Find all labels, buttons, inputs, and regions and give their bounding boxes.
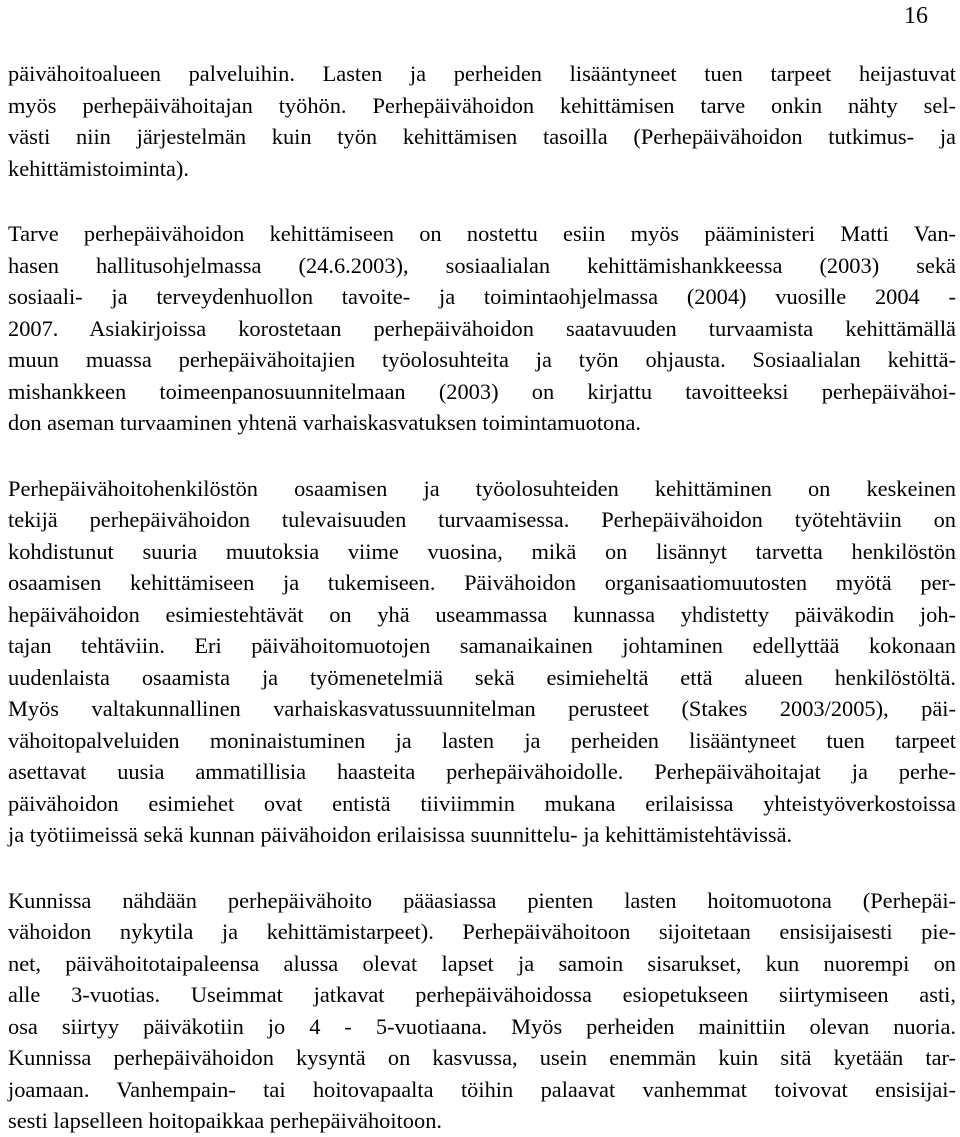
paragraph-line: tekijä perhepäivähoidon tulevaisuuden turvaamisessa. Perhepäivähoidon työtehtäviin on [8,507,956,532]
paragraph [8,58,956,184]
paragraph-line: myös perhepäivähoitajan työhön. Perhepäivähoidon kehittämisen tarve onkin nähty sel- [8,92,956,118]
paragraph [8,473,956,851]
paragraph-line: vähoitopalveluiden moninaistuminen ja lasten ja perheiden lisääntyneet tuen tarpeet [8,727,956,753]
paragraph-line: Myös valtakunnallinen varhaiskasvatussuunnitelman perusteet (Stakes 2003/2005), päi- [8,696,956,721]
paragraph-line: sesti lapselleen hoitopaikkaa perhepäivähoitoon. [8,1108,442,1133]
paragraph-line: hasen hallitusohjelmassa (24.6.2003), sosiaalialan kehittämishankkeessa (2003) sekä [8,252,956,278]
paragraph-line: Perhepäivähoitohenkilöstön osaamisen ja työolosuhteiden kehittäminen on keskeinen [8,475,956,501]
paragraph-line: alle 3-vuotias. Useimmat jatkavat perhepäivähoidossa esiopetukseen siirtymiseen asti, [8,982,956,1007]
paragraph [8,218,956,439]
paragraph-line: asettavat uusia ammatillisia haasteita perhepäivähoidolle. Perhepäivähoitajat ja perhe- [8,759,956,784]
paragraph-line: Kunnissa perhepäivähoidon kysyntä on kasvussa, usein enemmän kuin sitä kyetään tar- [8,1045,956,1070]
paragraph-gap [8,439,956,473]
paragraph-line: net, päivähoitotaipaleensa alussa olevat lapset ja samoin sisarukset, kun nuorempi on [8,950,956,976]
paragraph-line: ja työtiimeissä sekä kunnan päivähoidon erilaisissa suunnittelu- ja kehittämistehtävissä. [8,822,793,847]
paragraph-line: hepäivähoidon esimiestehtävät on yhä useammassa kunnassa yhdistetty päiväkodin joh- [8,601,956,627]
paragraph-line: Kunnissa nähdään perhepäivähoito pääasiassa pienten lasten hoitomuotona (Perhepäi- [8,887,956,913]
paragraph-line: kohdistunut suuria muutoksia viime vuosina, mikä on lisännyt tarvetta henkilöstön [8,538,956,564]
paragraph-line: vähoidon nykytila ja kehittämistarpeet). Perhepäivähoitoon sijoitetaan ensisijaisesti pie- [8,919,956,944]
paragraph-line: sosiaali- ja terveydenhuollon tavoite- ja toimintaohjelmassa (2004) vuosille 2004 - [8,284,956,309]
paragraph-line: kehittämistoiminta). [8,155,189,181]
paragraph-line: 2007. Asiakirjoissa korostetaan perhepäivähoidon saatavuuden turvaamista kehittämällä [8,315,956,341]
paragraph-line: päivähoidon esimiehet ovat entistä tiiviimmin mukana erilaisissa yhteistyöverkostoissa [8,790,956,816]
paragraph-line: osa siirtyy päiväkotiin jo 4 - 5-vuotiaana. Myös perheiden mainittiin olevan nuoria. [8,1013,956,1039]
paragraph-gap [8,851,956,885]
paragraph-line: osaamisen kehittämiseen ja tukemiseen. Päivähoidon organisaatiomuutosten myötä per- [8,570,956,595]
paragraph-line: joamaan. Vanhempain- tai hoitovapaalta töihin palaavat vanhemmat toivovat ensisijai- [8,1076,956,1102]
paragraph-line: västi niin järjestelmän kuin työn kehittämisen tasoilla (Perhepäivähoidon tutkimus- ja [8,124,956,149]
paragraph-line: mishankkeen toimeenpanosuunnitelmaan (2003) on kirjattu tavoitteeksi perhepäivähoi- [8,378,956,404]
paragraph-line: uudenlaista osaamista ja työmenetelmiä sekä esimieheltä että alueen henkilöstöltä. [8,664,956,690]
paragraph-line: päivähoitoalueen palveluihin. Lasten ja perheiden lisääntyneet tuen tarpeet heijastuvat [8,61,956,86]
page-number: 16 [904,3,928,29]
paragraph-line: tajan tehtäviin. Eri päivähoitomuotojen samanaikainen johtaminen edellyttää kokonaan [8,633,956,658]
paragraph-line: don aseman turvaaminen yhtenä varhaiskasvatuksen toimintamuotona. [8,410,641,435]
paragraph-gap [8,184,956,218]
document-body [8,58,956,1137]
paragraph-line: muun muassa perhepäivähoitajien työolosuhteita ja työn ohjausta. Sosiaalialan kehittä- [8,347,956,372]
paragraph [8,885,956,1137]
paragraph-line: Tarve perhepäivähoidon kehittämiseen on nostettu esiin myös pääministeri Matti Van- [8,221,956,246]
